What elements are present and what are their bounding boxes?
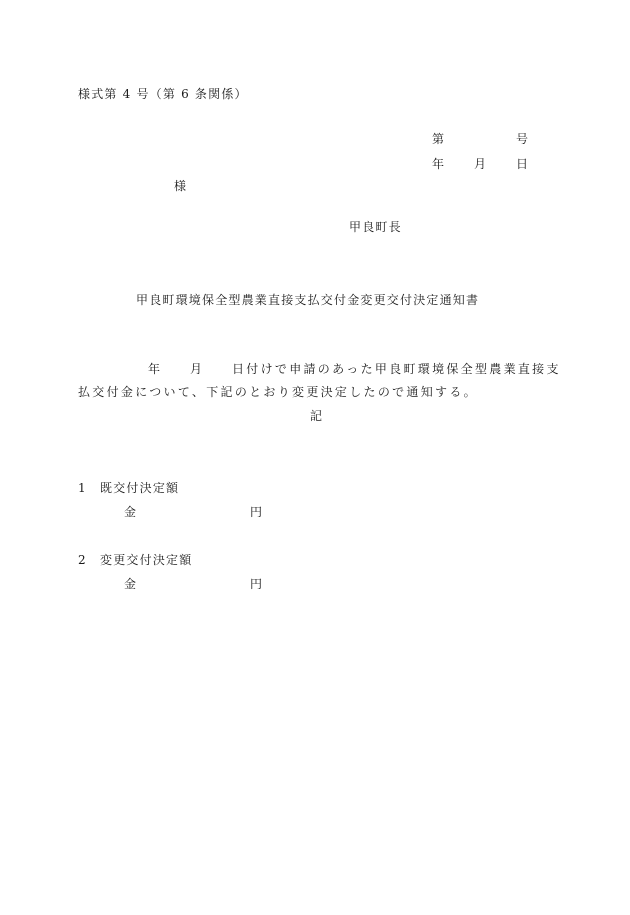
body-date-year: 年: [148, 362, 162, 376]
date-month: 月: [474, 157, 488, 171]
item-1-amount-suffix: 円: [250, 505, 264, 519]
issuer: 甲良町長: [349, 220, 402, 234]
date-day: 日: [516, 157, 530, 171]
item-2-label: 2 変更交付決定額: [78, 553, 193, 567]
document-title: 甲良町環境保全型農業直接支払交付金変更交付決定通知書: [136, 293, 480, 307]
number-prefix: 第: [432, 132, 446, 146]
date-year: 年: [432, 157, 446, 171]
item-1-label: 1 既交付決定額: [78, 481, 180, 495]
number-suffix: 号: [516, 132, 530, 146]
body-line-2: 払交付金について、下記のとおり変更決定したので通知する。: [78, 385, 478, 399]
ki-marker: 記: [310, 409, 324, 423]
item-2-amount-suffix: 円: [250, 577, 264, 591]
item-2-amount-prefix: 金: [124, 577, 138, 591]
body-line-1: 日付けで申請のあった甲良町環境保全型農業直接支: [232, 362, 561, 376]
form-label: 様式第 4 号（第 6 条関係）: [78, 87, 248, 101]
body-date-month: 月: [190, 362, 204, 376]
item-1-amount-prefix: 金: [124, 505, 138, 519]
recipient-suffix: 様: [174, 179, 188, 193]
